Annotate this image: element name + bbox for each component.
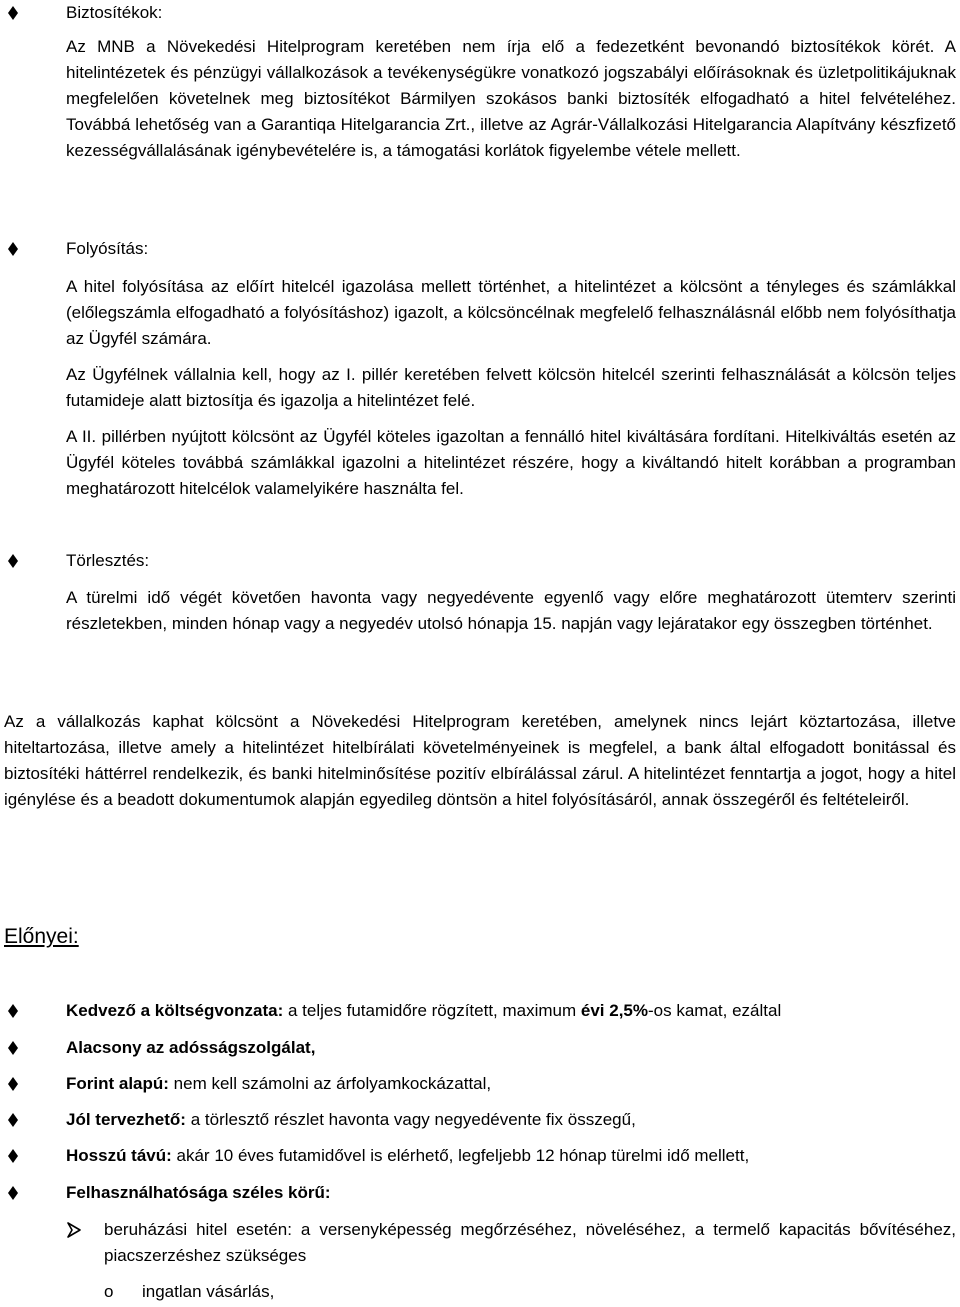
advantage-text: Hosszú távú: akár 10 éves futamidővel is elérhető, legfeljebb 12 hónap türelmi idő mellett, bbox=[66, 1146, 750, 1165]
advantages-title: Előnyei: bbox=[4, 925, 79, 948]
diamond-bullet-icon bbox=[6, 1071, 20, 1097]
advantage-item bbox=[0, 1180, 960, 1206]
diamond-bullet-icon bbox=[6, 1143, 20, 1169]
arrow-bullet-icon bbox=[66, 1217, 84, 1243]
circle-bullet-icon: o bbox=[104, 1282, 114, 1301]
advantage-text: Forint alapú: nem kell számolni az árfolyamkockázattal, bbox=[66, 1074, 492, 1093]
section-paragraph-2: Az Ügyfélnek vállalnia kell, hogy az I. pillér keretében felvett kölcsön hitelcél szerinti felhasználását a kölcsön teljes futamideje alatt biztosítja és igazolja a hitelintézet felé. bbox=[66, 365, 956, 410]
advantage-item bbox=[0, 1071, 960, 1097]
advantage-text: Alacsony az adósságszolgálat, bbox=[66, 1038, 316, 1057]
section-paragraph-3: A II. pillérben nyújtott kölcsönt az Ügyfél köteles igazoltan a fennálló hitel kiváltására fordítani. Hitelkiváltás esetén az Ügyfél köteles továbbá számlákkal igazolni a hitelintézet részére, hogy a kiváltandó hitelt korábban a programban meghatározott hitelcélok valamelyikére használta fel. bbox=[66, 427, 956, 498]
advantage-item bbox=[0, 1143, 960, 1169]
diamond-bullet-icon bbox=[6, 1035, 20, 1061]
section-text: A türelmi idő végét követően havonta vagy negyedévente egyenlő vagy előre meghatározott ütemterv szerinti részletekben, minden hónap vagy a negyedév utolsó hónapja 15. napján vagy lejáratakor egy összegben történhet. bbox=[66, 588, 956, 633]
sub-list-text: beruházási hitel esetén: a versenyképesség megőrzéséhez, növeléséhez, a termelő kapacitás bővítéséhez, piacszerzéshez szükséges bbox=[104, 1220, 956, 1265]
section-heading: Folyósítás: bbox=[66, 239, 149, 258]
diamond-bullet-icon bbox=[6, 1180, 20, 1206]
advantage-item bbox=[0, 1107, 960, 1133]
diamond-bullet-icon bbox=[6, 236, 20, 262]
advantage-text: Felhasználhatósága széles körű: bbox=[66, 1183, 331, 1202]
advantage-text: Jól tervezhető: a törlesztő részlet havonta vagy negyedévente fix összegű, bbox=[66, 1110, 636, 1129]
section-paragraph-1: A hitel folyósítása az előírt hitelcél igazolása mellett történhet, a hitelintézet a kölcsönt a tényleges és számlákkal (előlegszámla elfogadható a folyósításhoz) igazolt, a kölcsöncélnak megfelelő felhasználásnál előbb nem folyósíthatja az Ügyfél számára. bbox=[66, 277, 956, 348]
section-heading: Biztosítékok: bbox=[66, 3, 163, 22]
advantage-item bbox=[0, 998, 960, 1024]
diamond-bullet-icon bbox=[6, 1107, 20, 1133]
diamond-bullet-icon bbox=[6, 0, 20, 26]
diamond-bullet-icon bbox=[6, 548, 20, 574]
section-text: Az MNB a Növekedési Hitelprogram keretében nem írja elő a fedezetként bevonandó biztosítékok körét. A hitelintézetek és pénzügyi vállalkozások a tevékenységükre vonatkozó jogszabályi előírásoknak és üzletpolitikájuknak megfelelően követelnek meg biztosítékot Bármilyen szokásos banki biztosíték elfogadható a hitel felvételéhez. Továbbá lehetőség van a Garantiqa Hitelgarancia Zrt., illetve az Agrár-Vállalkozási Hitelgarancia Alapítvány készfizető kezességvállalásának igénybevételére is, a támogatási korlátok figyelembe vétele mellett. bbox=[66, 37, 956, 160]
diamond-bullet-icon bbox=[6, 998, 20, 1024]
advantage-text: Kedvező a költségvonzata: a teljes futamidőre rögzített, maximum évi 2,5%-os kamat, ezáltal bbox=[66, 1001, 782, 1020]
advantage-item bbox=[0, 1035, 960, 1061]
sub-sub-list-text: ingatlan vásárlás, bbox=[142, 1282, 275, 1301]
general-paragraph: Az a vállalkozás kaphat kölcsönt a Növekedési Hitelprogram keretében, amelynek nincs lejárt köztartozása, illetve hiteltartozása, illetve amely a hitelintézet hitelbírálati követelményeinek is megfelel, a bank által elfogadott bonitással és biztosítéki háttérrel rendelkezik, és banki hitelminősítése pozitív elbírálással zárul. A hitelintézet fenntartja a jogot, hogy a hitel igénylése és a beadott dokumentumok alapján egyedileg döntsön a hitel folyósításáról, annak összegéről és feltételeiről. bbox=[4, 712, 956, 809]
section-heading: Törlesztés: bbox=[66, 551, 150, 570]
